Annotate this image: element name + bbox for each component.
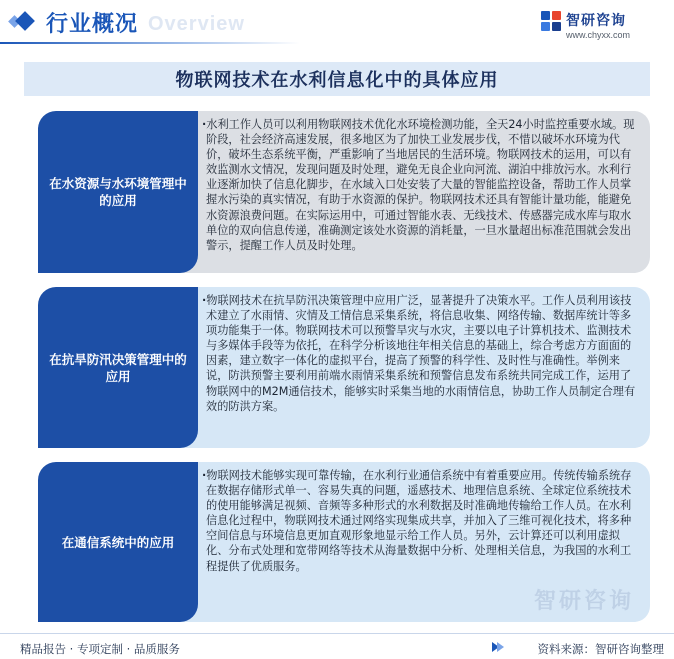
brand-logo-icon — [540, 10, 564, 32]
row-label: 在水资源与水环境管理中的应用 — [49, 176, 187, 208]
page-header — [0, 0, 674, 50]
page-title-band — [24, 62, 650, 96]
footer-slogan: 精品报告 · 专项定制 · 品质服务 — [20, 642, 180, 656]
row-label: 在抗旱防汛决策管理中的应用 — [49, 351, 187, 384]
page-footer — [0, 633, 674, 659]
brand-name: 智研咨询 — [566, 13, 626, 29]
source-arrow-icon — [492, 642, 504, 652]
diamond-icon — [15, 11, 35, 31]
row-label-card — [38, 111, 198, 273]
brand-block — [536, 8, 656, 42]
row-label-card — [38, 287, 198, 448]
row-description-text: 物联网技术在抗旱防汛决策管理中应用广泛，显著提升了决策水平。工作人员利用该技术建立了水雨情、灾情及工情信息采集系统，将信息收集、网络传输、数据库统计等多项功能集于一体。物联网技术可以预警旱灾与水灾，主要以电子计算机技术、监测技术与多媒体手段等为依托，在科学分析该地往年相关信息的基础上，综合考虑方方面面的因素，建立数字一体化的虚拟平台，提高了预警的科学性、及时性与准确性。举例来说，防洪预警主要利用前端水雨情采集系统和预警信息发布系统共同完成工作，运用了物联网中的M2M通信技术，能够实时采集当地的水雨情信息，协助工作人员制定合理有效的防洪方案。 — [206, 294, 636, 413]
row-description-text: 物联网技术能够实现可靠传输，在水利行业通信系统中有着重要应用。传统传输系统存在数据存储形式单一、容易失真的问题，遥感技术、地理信息系统、全球定位系统技术的使用能够满足视频、音频等多种形式的水利数据及时准确地传输给工作人员。在水利信息化过程中，物联网技术通过网络实现集成共享，并加入了三维可视化技术，将多种空间信息与环境信息更加直观形象地显示给工作人员。另外，云计算还可以利用虚拟化、分布式处理和宽带网络等技术从海量数据中分析、处理相关信息，为我国的水利工程提供了优质服务。 — [206, 469, 632, 573]
watermark: 智研咨询 — [533, 589, 634, 614]
application-row-flood-drought — [38, 287, 650, 448]
row-label-card — [38, 462, 198, 622]
bullet-icon: · — [202, 118, 207, 131]
header-underline — [0, 42, 300, 44]
bullet-icon: · — [202, 294, 207, 307]
bullet-icon: · — [202, 469, 207, 482]
brand-url: www.chyxx.com — [566, 30, 631, 40]
section-ghost-title: Overview — [148, 13, 245, 35]
row-description-panel — [180, 287, 650, 448]
section-title: 行业概况 — [46, 12, 139, 37]
page-title: 物联网技术在水利信息化中的具体应用 — [175, 70, 499, 91]
row-description-text: 水利工作人员可以利用物联网技术优化水环境检测功能，全天24小时监控重要水域。现阶段，社会经济高速发展，很多地区为了加快工业发展步伐，不惜以破坏水环境为代价，破坏生态系统平衡，严重影响了当地居民的生活环境。物联网技术的运用，可以有效监测水文情况，发现问题及时处理，避免无良企业向河流、湖泊中排放污水。水利行业逐渐加快了信息化脚步，在水域入口处安装了大量的智能监控设备，帮助工作人员掌握水污染的真实情况，有助于水资源的保护。物联网技术还具有智能计量功能，能避免水资源浪费问题。在实际运用中，可通过智能水表、无线技术、传感器完成水库与取水单位的双向信息传递，准确测定该处水资源的消耗量，一旦水量超出标准范围就会发出警示，提醒工作人员及时处理。 — [206, 118, 635, 252]
application-row-water-resources — [38, 111, 650, 273]
row-label: 在通信系统中的应用 — [61, 534, 175, 550]
row-description-panel — [180, 111, 650, 273]
footer-source: 资料来源：智研咨询整理 — [537, 642, 664, 656]
